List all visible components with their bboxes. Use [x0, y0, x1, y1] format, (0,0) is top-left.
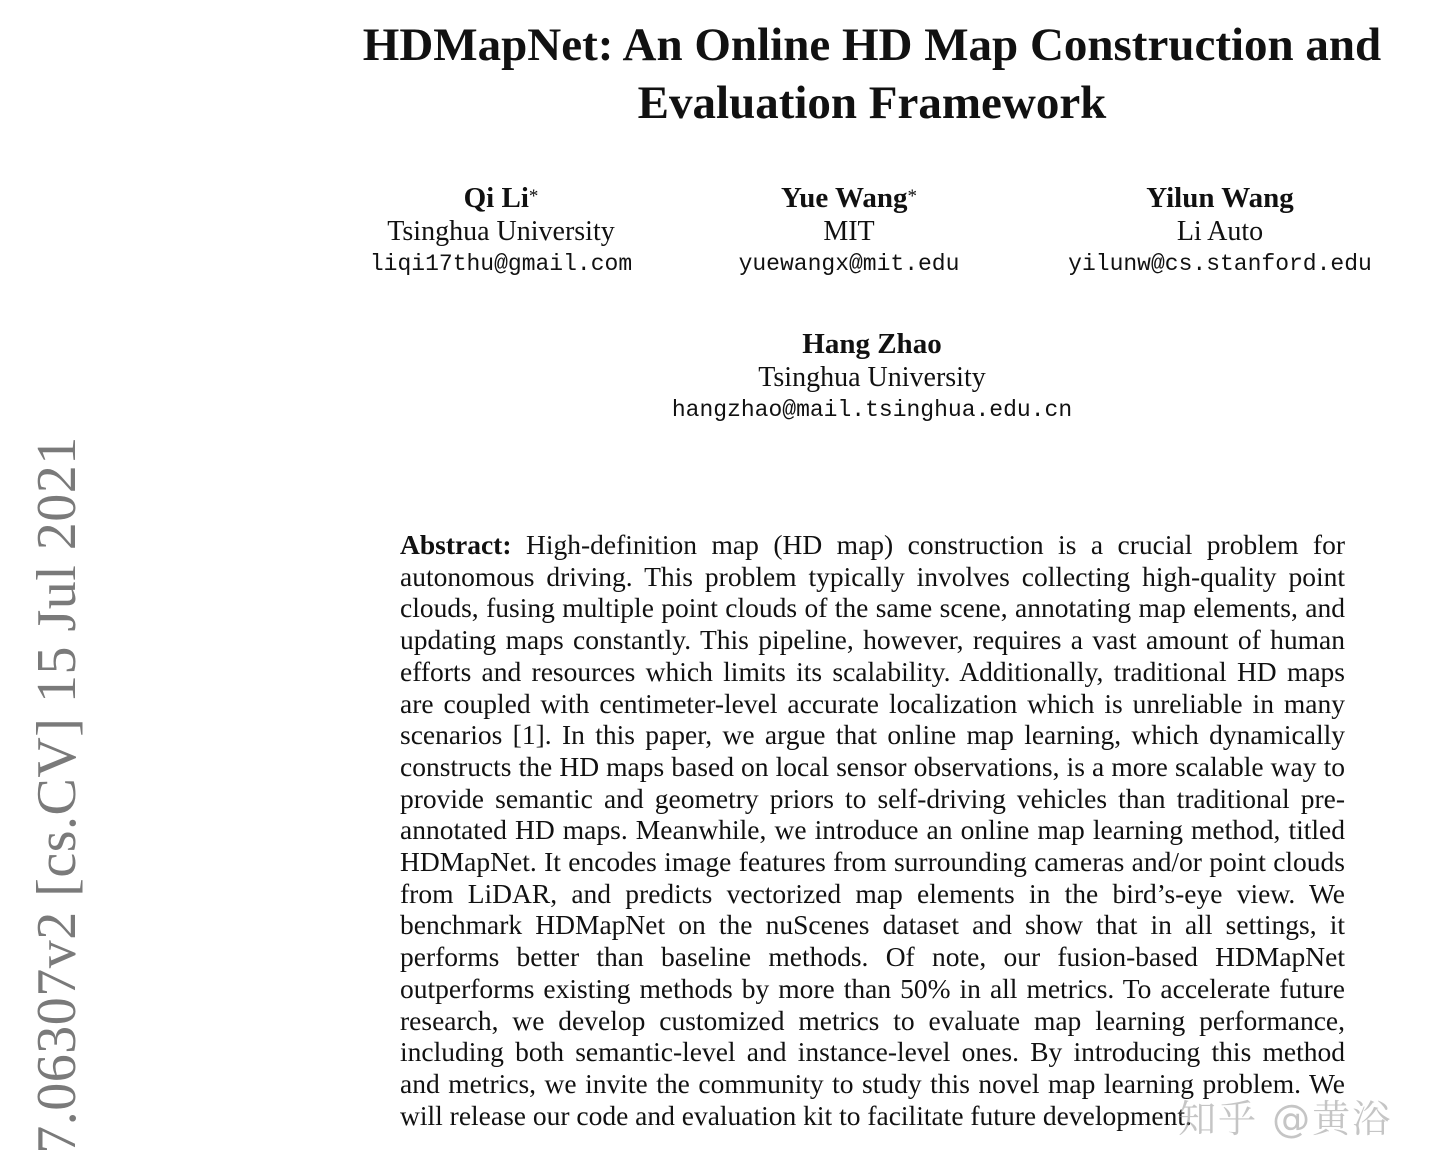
paper-title-line-1: HDMapNet: An Online HD Map Construction and	[362, 19, 1382, 71]
author-name-line	[639, 182, 1059, 215]
author-email: yuewangx@mit.edu	[738, 251, 960, 277]
equal-contribution-mark: *	[528, 186, 539, 207]
equal-contribution-mark: *	[907, 186, 918, 207]
author-affiliation: Tsinghua University	[758, 362, 986, 393]
author-email: liqi17thu@gmail.com	[369, 251, 633, 277]
paper-title-line-2: Evaluation Framework	[637, 77, 1107, 129]
author-email: yilunw@cs.stanford.edu	[1068, 251, 1372, 277]
abstract-label: Abstract:	[400, 529, 512, 560]
author-name-line	[1010, 182, 1430, 215]
paper-title	[322, 16, 1422, 132]
author-name: Yilun Wang	[1146, 182, 1294, 214]
abstract-text: High-definition map (HD map) construction is a crucial problem for autonomous driving. This problem typically involves collecting high-quality point clouds, fusing multiple point clouds of the same scene, annotating map elements, and updating maps constantly. This pipeline, however, requires a vast amount of human efforts and resources which limits its scalability. Additionally, traditional HD maps are coupled with centimeter-level accurate localization which is unreliable in many scenarios [1]. In this paper, we argue that online map learning, which dynamically constructs the HD maps based on local sensor observations, is a more scalable way to provide semantic and geometry priors to self-driving vehicles than traditional pre-annotated HD maps. Meanwhile, we introduce an online map learning method, titled HDMapNet. It encodes image features from surrounding cameras and/or point clouds from LiDAR, and predicts vectorized map elements in the bird’s-eye view. We benchmark HDMapNet on the nuScenes dataset and show that in all settings, it performs better than baseline methods. Of note, our fusion-based HDMapNet outperforms existing methods by more than 50% in all metrics. To accelerate future research, we develop customized metrics to evaluate map learning performance, including both semantic-level and instance-level ones. By introducing this method and metrics, we invite the community to study this novel map learning problem. We will release our code and evaluation kit to facilitate future development.	[400, 529, 1345, 1131]
author-block	[662, 328, 1082, 427]
zhihu-watermark: 知乎 @黄浴	[1178, 1097, 1393, 1141]
author-block	[639, 182, 1059, 281]
author-name: Hang Zhao	[802, 328, 942, 360]
author-name-line	[662, 328, 1082, 361]
author-email: hangzhao@mail.tsinghua.edu.cn	[671, 397, 1073, 423]
author-affiliation: MIT	[823, 216, 875, 247]
author-name: Yue Wang	[780, 182, 908, 214]
author-name: Qi Li	[463, 182, 529, 214]
author-affiliation: Tsinghua University	[387, 216, 615, 247]
abstract-paragraph	[400, 529, 1345, 1131]
author-affiliation: Li Auto	[1176, 216, 1264, 247]
author-block	[1010, 182, 1430, 281]
arxiv-identifier-stamp: 7.06307v2 [cs.CV] 15 Jul 2021	[26, 436, 88, 1154]
